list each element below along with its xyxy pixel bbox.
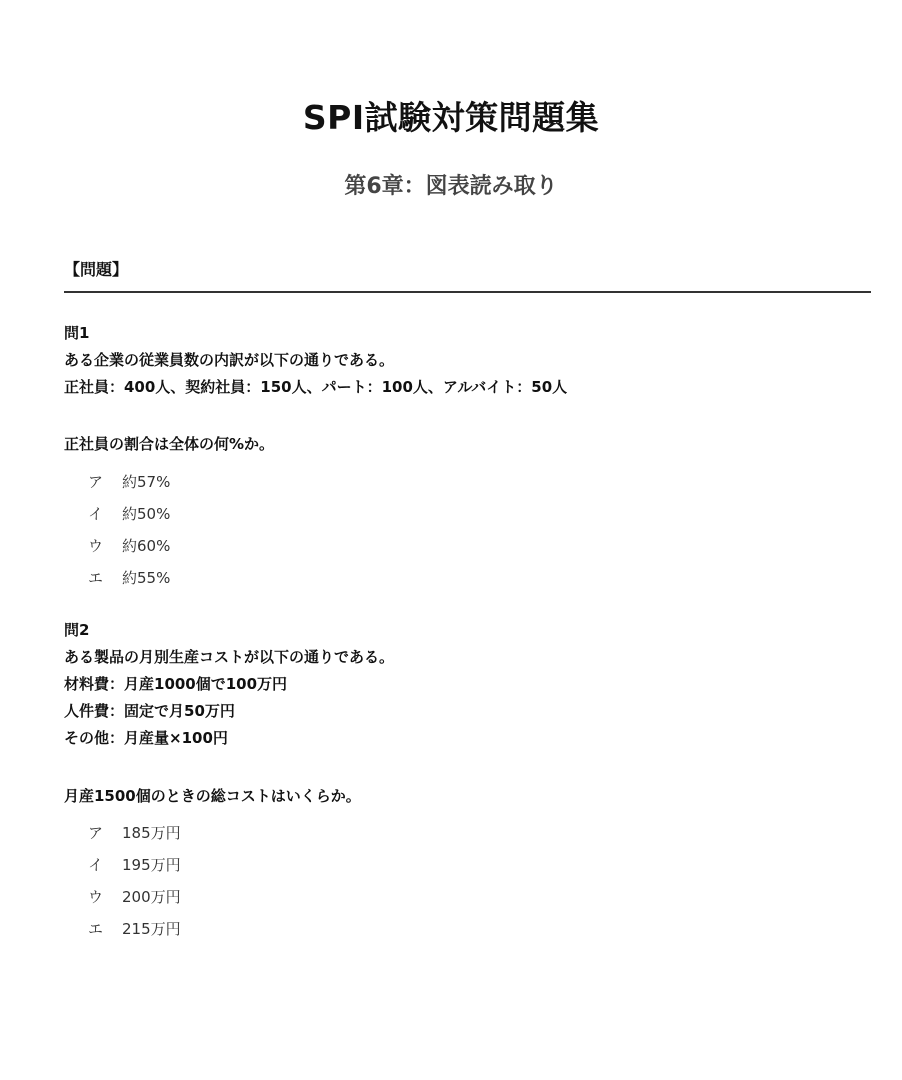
- option-text: 215万円: [122, 920, 181, 938]
- option-text: 約55%: [122, 569, 171, 587]
- option-mark: ア: [88, 824, 104, 842]
- answer-option[interactable]: [88, 562, 170, 594]
- option-text: 185万円: [122, 824, 181, 842]
- question-prompt: 月産1500個のときの総コストはいくらか。: [64, 787, 361, 805]
- section-heading: 【問題】: [64, 260, 129, 279]
- answer-option[interactable]: [88, 817, 181, 849]
- question-text-line: ある企業の従業員数の内訳が以下の通りである。: [64, 351, 395, 369]
- answer-option[interactable]: [88, 498, 170, 530]
- answer-option[interactable]: [88, 466, 170, 498]
- section-divider: [64, 291, 871, 293]
- question-text-line: 正社員：400人、契約社員：150人、パート：100人、アルバイト：50人: [64, 378, 568, 396]
- question-prompt: 正社員の割合は全体の何%か。: [64, 435, 275, 453]
- question-number: 問1: [64, 324, 90, 342]
- option-mark: イ: [88, 856, 104, 874]
- option-mark: エ: [88, 920, 104, 938]
- option-text: 195万円: [122, 856, 181, 874]
- option-text: 約50%: [122, 505, 171, 523]
- option-mark: ア: [88, 473, 104, 491]
- chapter-subtitle: 第6章：図表読み取り: [344, 174, 558, 199]
- question-2: [64, 617, 864, 752]
- answer-option[interactable]: [88, 530, 170, 562]
- option-text: 約60%: [122, 537, 171, 555]
- page-title: SPI試験対策問題集: [302, 98, 600, 137]
- question-2-options: [88, 817, 181, 945]
- question-1-ask: [64, 431, 864, 458]
- question-text-line: 材料費：月産1000個で100万円: [64, 675, 288, 693]
- question-2-ask: [64, 783, 864, 810]
- question-1: [64, 320, 864, 401]
- question-text-line: ある製品の月別生産コストが以下の通りである。: [64, 648, 395, 666]
- option-mark: エ: [88, 569, 104, 587]
- question-1-options: [88, 466, 170, 594]
- question-number: 問2: [64, 621, 90, 639]
- answer-option[interactable]: [88, 849, 181, 881]
- answer-option[interactable]: [88, 913, 181, 945]
- option-mark: ウ: [88, 888, 104, 906]
- option-mark: ウ: [88, 537, 104, 555]
- answer-option[interactable]: [88, 881, 181, 913]
- option-text: 200万円: [122, 888, 181, 906]
- question-text-line: その他：月産量×100円: [64, 729, 228, 747]
- option-mark: イ: [88, 505, 104, 523]
- question-text-line: 人件費：固定で月50万円: [64, 702, 235, 720]
- option-text: 約57%: [122, 473, 171, 491]
